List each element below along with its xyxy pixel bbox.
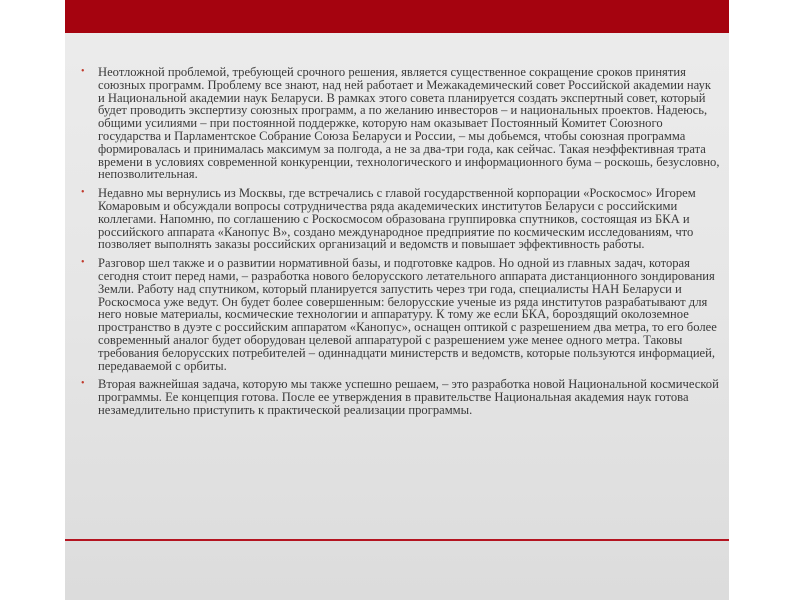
bullet-icon: • bbox=[81, 257, 85, 269]
bullet-text: Недавно мы вернулись из Москвы, где встречались с главой государственной корпорации «Роскосмос» Игорем Комаровым и обсуждали вопросы сотрудничества ряда академических институтов Беларуси с российскими коллегами. Напомню, по соглашению с Роскосмосом образована группировка спутников, состоящая из БКА и российского аппарата «Канопус В», создано международное предприятие по космическим исследованиям, что позволяет выполнять заказы российских организаций и ведомств и повышает эффективность работы. bbox=[98, 186, 696, 252]
bottom-divider bbox=[65, 539, 729, 541]
bullet-text: Разговор шел также и о развитии нормативной базы, и подготовке кадров. Но одной из главных задач, которая сегодня стоит перед нами, – разработка нового белорусского летательного аппарата дистанционного зондирования Земли. Работу над спутником, который планируется запустить через три года, специалисты НАН Беларуси и Роскосмоса уже ведут. Он будет более совершенным: белорусские ученые из ряда институтов разрабатывают для него новые материалы, космические технологии и аппаратуру. К тому же если БКА, бороздящий околоземное пространство в дуэте с российским аппаратом «Канопус», оснащен оптикой с разрешением два метра, то его более современный аналог будет оборудован целевой аппаратурой с разрешением уже менее одного метра. Таковы требования белорусских потребителей – одиннадцати министерств и ведомств, которые пользуются информацией, передаваемой с орбиты. bbox=[98, 256, 717, 373]
bullet-list bbox=[80, 65, 735, 417]
bullet-icon: • bbox=[81, 66, 85, 77]
bullet-icon: • bbox=[81, 378, 85, 390]
bullet-item bbox=[80, 377, 735, 417]
bullet-text: Неотложной проблемой, требующей срочного решения, является существенное сокращение сроков принятия союзных программ. Проблему все знают, над ней работает и Межакадемический совет Российской академии наук и Национальной академии наук Беларуси. В рамках этого совета планируется создать экспертный совет, который будет проводить экспертизу союзных программ, а по желанию инвесторов – и национальных проектов. Надеюсь, общими усилиями – при постоянной поддержке, которую нам оказывает Постоянный Комитет Союзного государства и Парламентское Собрание Союза Беларуси и России, – мы добьемся, чтобы союзная программа формировалась и принималась максимум за полгода, а не за два-три года, как сейчас. Такая неэффективная трата времени в условиях современной конкуренции, технологического и информационного бума – роскошь, безусловно, непозволительная. bbox=[98, 65, 720, 182]
bullet-icon: • bbox=[81, 187, 85, 199]
slide-body bbox=[80, 65, 735, 423]
title-band bbox=[65, 0, 729, 33]
bullet-item bbox=[80, 257, 720, 372]
bullet-item bbox=[80, 66, 720, 181]
bullet-item bbox=[80, 187, 720, 251]
bullet-text: Вторая важнейшая задача, которую мы также успешно решаем, – это разработка новой Национальной космической программы. Ее концепция готова. После ее утверждения в правительстве Национальная академия наук готова незамедлительно приступить к практической реализации программы. bbox=[98, 377, 735, 417]
